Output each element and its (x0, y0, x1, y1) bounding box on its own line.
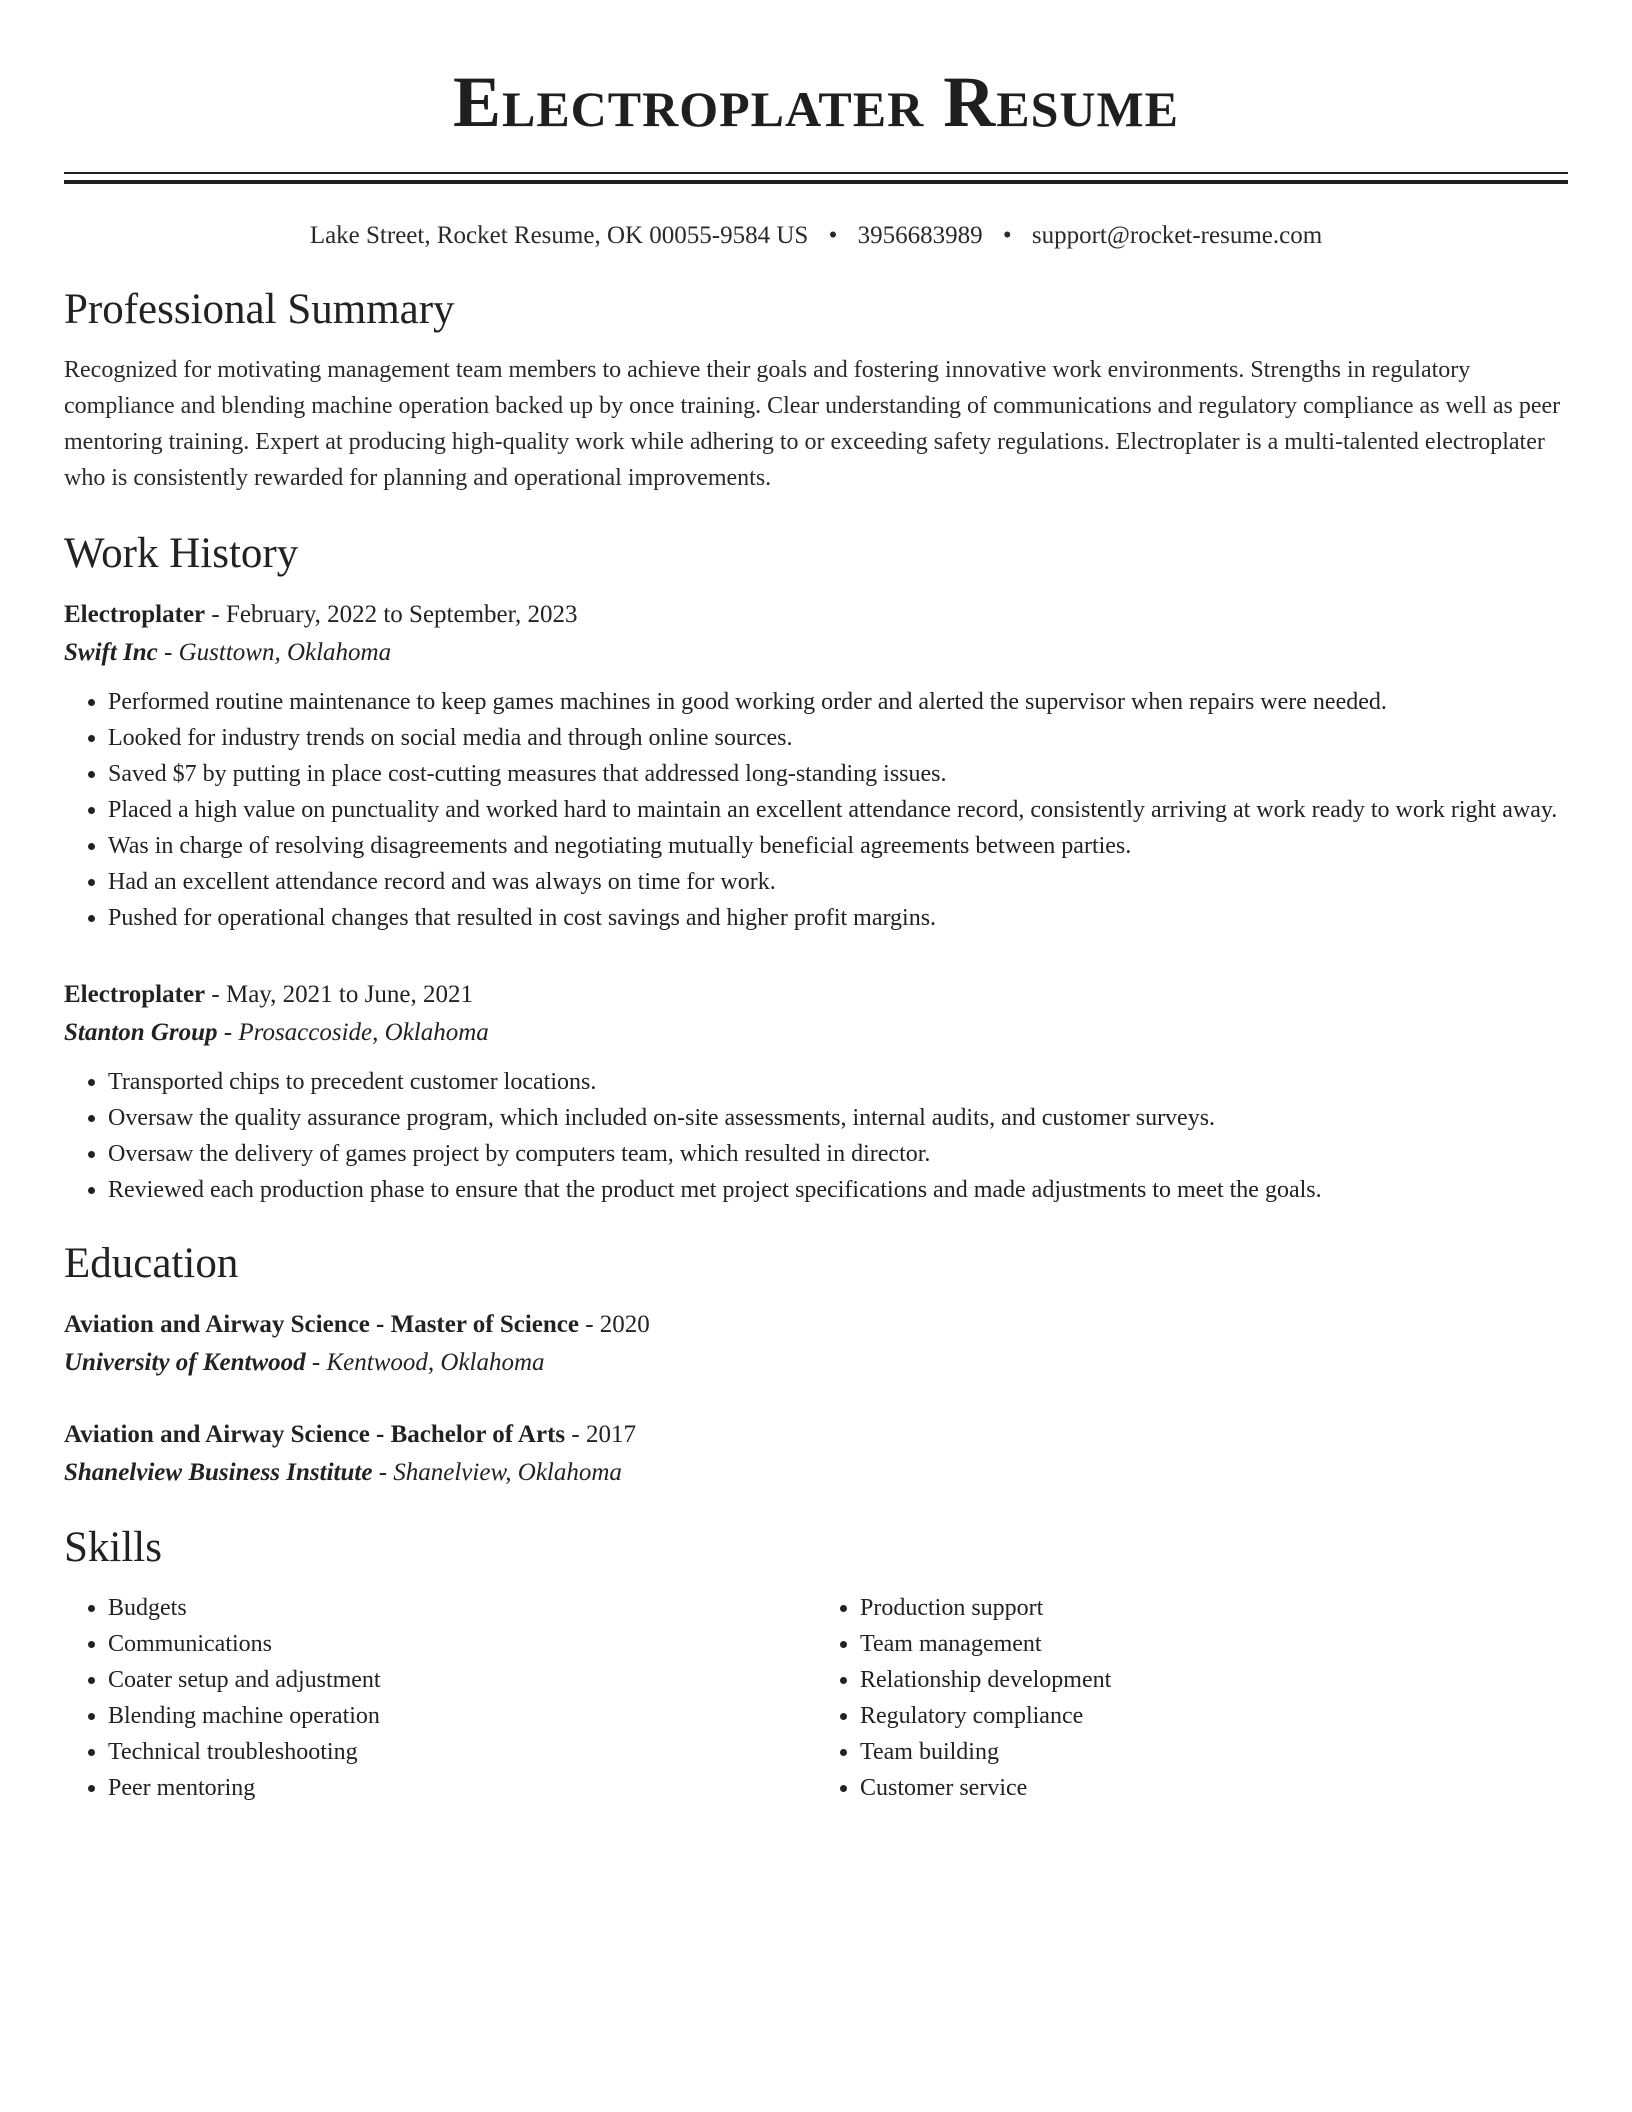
resume-header (64, 0, 1568, 252)
list-item: • Pushed for operational changes that resulted in cost savings and higher profit margins. (108, 900, 1568, 936)
school-location: - Kentwood, Oklahoma (305, 1349, 545, 1376)
job-title: Electroplater (64, 601, 206, 628)
skill-item: • Relationship development (860, 1662, 1568, 1698)
company-name: Stanton Group (64, 1019, 218, 1046)
skill-item: • Technical troubleshooting (108, 1734, 816, 1770)
company-name: Swift Inc (64, 639, 158, 666)
job-title-line (64, 976, 1568, 1014)
degree-name: Aviation and Airway Science - Master of Science (64, 1311, 579, 1338)
degree-year: - 2017 (565, 1421, 636, 1448)
list-item: • Oversaw the delivery of games project by computers team, which resulted in director. (108, 1136, 1568, 1172)
skill-item: • Communications (108, 1626, 816, 1662)
education-heading: Education (64, 1240, 239, 1287)
skill-item: • Regulatory compliance (860, 1698, 1568, 1734)
company-line (64, 634, 1568, 672)
contact-email: support@rocket-resume.com (1031, 222, 1323, 249)
skill-item: • Production support (860, 1590, 1568, 1626)
school-name: University of Kentwood (64, 1349, 306, 1376)
degree-line (64, 1416, 1568, 1454)
job-duties-list (64, 684, 1568, 936)
list-item: • Saved $7 by putting in place cost-cutting measures that addressed long-standing issues. (108, 756, 1568, 792)
list-item: • Oversaw the quality assurance program, which included on-site assessments, internal audits, and customer surveys. (108, 1100, 1568, 1136)
summary-heading: Professional Summary (64, 286, 455, 333)
job-entry (64, 976, 1568, 1208)
summary-text: Recognized for motivating management team members to achieve their goals and fostering innovative work environments. Strengths in regulatory compliance and blending machine operation backed up by once training. Clear understanding of communications and regulatory compliance as well as peer mentoring training. Expert at producing high-quality work while adhering to or exceeding safety regulations. Electroplater is a multi-talented electroplater who is consistently rewarded for planning and operational improvements. (64, 357, 1561, 491)
list-item: • Had an excellent attendance record and was always on time for work. (108, 864, 1568, 900)
job-dates: - February, 2022 to September, 2023 (205, 601, 578, 628)
job-dates: - May, 2021 to June, 2021 (205, 981, 473, 1008)
contact-line (64, 220, 1568, 252)
skills-section (64, 1520, 1568, 1806)
contact-phone: 3956683989 (857, 222, 983, 249)
work-history-heading: Work History (64, 530, 299, 577)
job-duties-list (64, 1064, 1568, 1208)
contact-separator: • (1002, 222, 1012, 249)
skills-list-right (816, 1590, 1568, 1806)
education-section (64, 1236, 1568, 1492)
resume-title: Electroplater Resume (452, 62, 1180, 142)
list-item: • Looked for industry trends on social media and through online sources. (108, 720, 1568, 756)
company-location: - Gusttown, Oklahoma (157, 639, 392, 666)
degree-name: Aviation and Airway Science - Bachelor of Arts (64, 1421, 566, 1448)
list-item: • Performed routine maintenance to keep games machines in good working order and alerted the supervisor when repairs were needed. (108, 684, 1568, 720)
skill-item: • Team building (860, 1734, 1568, 1770)
contact-separator: • (828, 222, 838, 249)
skill-item: • Customer service (860, 1770, 1568, 1806)
job-title: Electroplater (64, 981, 206, 1008)
job-title-line (64, 596, 1568, 634)
school-line (64, 1344, 1568, 1382)
work-history-section (64, 526, 1568, 1208)
education-entry (64, 1416, 1568, 1492)
company-line (64, 1014, 1568, 1052)
skills-heading: Skills (64, 1524, 162, 1571)
skill-item: • Team management (860, 1626, 1568, 1662)
list-item: • Placed a high value on punctuality and worked hard to maintain an excellent attendance record, consistently arriving at work ready to work right away. (108, 792, 1568, 828)
education-entry (64, 1306, 1568, 1382)
contact-address: Lake Street, Rocket Resume, OK 00055-9584 US (309, 222, 809, 249)
skill-item: • Peer mentoring (108, 1770, 816, 1806)
degree-year: - 2020 (578, 1311, 650, 1338)
skill-item: • Blending machine operation (108, 1698, 816, 1734)
summary-section (64, 282, 1568, 496)
degree-line (64, 1306, 1568, 1344)
list-item: • Was in charge of resolving disagreements and negotiating mutually beneficial agreements between parties. (108, 828, 1568, 864)
title-divider (64, 172, 1568, 184)
job-entry (64, 596, 1568, 936)
company-location: - Prosaccoside, Oklahoma (217, 1019, 489, 1046)
skill-item: • Budgets (108, 1590, 816, 1626)
school-name: Shanelview Business Institute (64, 1459, 373, 1486)
list-item: • Transported chips to precedent customer locations. (108, 1064, 1568, 1100)
skill-item: • Coater setup and adjustment (108, 1662, 816, 1698)
skills-list-left (64, 1590, 816, 1806)
skills-grid (64, 1590, 1568, 1806)
school-location: - Shanelview, Oklahoma (372, 1459, 622, 1486)
school-line (64, 1454, 1568, 1492)
list-item: • Reviewed each production phase to ensure that the product met project specifications and made adjustments to meet the goals. (108, 1172, 1568, 1208)
